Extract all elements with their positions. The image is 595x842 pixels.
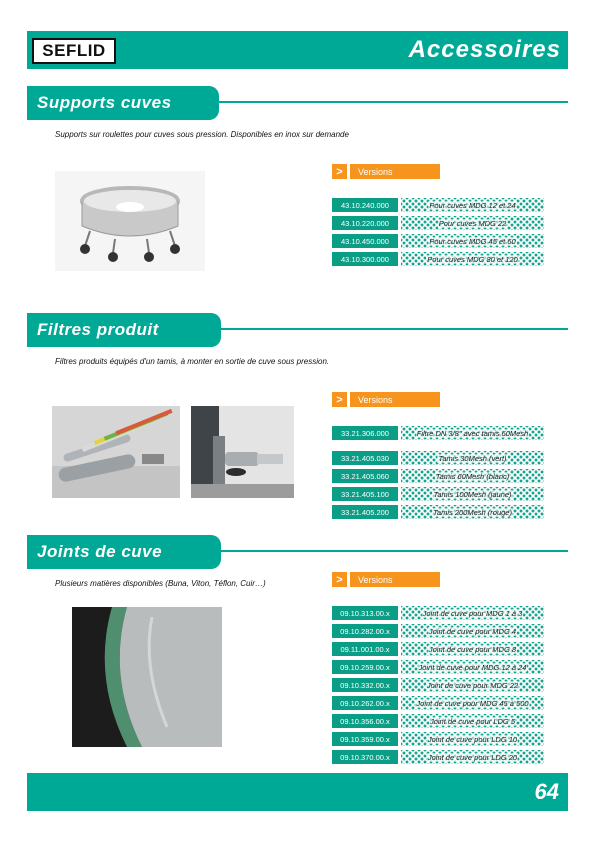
section-rule [200, 101, 568, 103]
product-code: 09.10.370.00.x [332, 750, 398, 764]
product-label-text: Tamis 30Mesh (vert) [438, 453, 507, 463]
product-code: 33.21.405.060 [332, 469, 398, 483]
section-title-joints: Joints de cuve [27, 535, 221, 569]
product-code: 33.21.405.100 [332, 487, 398, 501]
table-row [332, 624, 544, 638]
versions-header [332, 572, 440, 587]
product-label [401, 487, 544, 501]
product-label-text: Pour cuves MDG 12 et 24 [429, 200, 516, 210]
product-code: 09.11.001.00.x [332, 642, 398, 656]
product-code: 09.10.262.00.x [332, 696, 398, 710]
table-row [332, 234, 544, 248]
product-label [401, 696, 544, 710]
section-rule [200, 328, 568, 330]
photo-filtre-monte [191, 406, 294, 498]
section-description: Filtres produits équipés d'un tamis, à monter en sortie de cuve sous pression. [55, 357, 330, 366]
product-label [401, 732, 544, 746]
product-code: 43.10.300.000 [332, 252, 398, 266]
table-row [332, 426, 544, 440]
section-description: Plusieurs matières disponibles (Buna, Viton, Téflon, Cuir…) [55, 579, 266, 588]
table-row [332, 451, 544, 465]
product-label-text: Joint de cuve pour MDG 22 [426, 680, 519, 690]
table-row [332, 642, 544, 656]
product-label-text: Pour cuves MDG 45 et 60 [429, 236, 516, 246]
product-code: 43.10.450.000 [332, 234, 398, 248]
product-label [401, 234, 544, 248]
versions-label: Versions [350, 572, 440, 587]
page-title: Accessoires [408, 36, 561, 63]
brand-logo: SEFLID [32, 38, 116, 64]
product-label-text: Joint de cuve pour LDG 10 [427, 734, 518, 744]
product-code: 33.21.405.200 [332, 505, 398, 519]
product-label-text: Joint de cuve pour LDG 20 [427, 752, 518, 762]
arrow-icon: > [332, 164, 347, 179]
product-label [401, 469, 544, 483]
versions-label: Versions [350, 392, 440, 407]
versions-header [332, 164, 440, 179]
product-label-text: Joint de cuve pour MDG 1 à 3 [422, 608, 523, 618]
table-row [332, 750, 544, 764]
product-label [401, 642, 544, 656]
table-row [332, 505, 544, 519]
arrow-icon: > [332, 572, 347, 587]
product-label-text: Pour cuves MDG 80 et 120 [427, 254, 518, 264]
footer-bar [27, 773, 568, 811]
table-row [332, 487, 544, 501]
versions-label: Versions [350, 164, 440, 179]
photo-support-cuve [55, 171, 205, 271]
table-row [332, 469, 544, 483]
product-label [401, 660, 544, 674]
section-title-filtres: Filtres produit [27, 313, 221, 347]
section-title-supports: Supports cuves [27, 86, 219, 120]
product-label [401, 606, 544, 620]
product-code: 33.21.405.030 [332, 451, 398, 465]
product-label-text: Pour cuves MDG 22 [438, 218, 507, 228]
section-rule [200, 550, 568, 552]
table-row [332, 198, 544, 212]
table-row [332, 732, 544, 746]
product-label-text: Tamis 60Mesh (blanc) [435, 471, 510, 481]
product-label [401, 678, 544, 692]
product-label-text: Filtre DN 3/8" avec tamis 60Mesh [416, 428, 529, 438]
product-code: 33.21.306.000 [332, 426, 398, 440]
product-label [401, 505, 544, 519]
product-label-text: Joint de cuve pour MDG 4 [428, 626, 517, 636]
product-label [401, 216, 544, 230]
product-code: 09.10.356.00.x [332, 714, 398, 728]
photo-joint-cuve [72, 607, 222, 747]
product-label [401, 198, 544, 212]
page-number: 64 [534, 779, 559, 804]
product-label-text: Joint de cuve pour MDG 8 [428, 644, 517, 654]
product-label [401, 750, 544, 764]
table-row [332, 660, 544, 674]
product-label [401, 624, 544, 638]
section-description: Supports sur roulettes pour cuves sous pression. Disponibles en inox sur demande [55, 130, 349, 139]
versions-header [332, 392, 440, 407]
product-label [401, 451, 544, 465]
product-code: 43.10.240.000 [332, 198, 398, 212]
table-row [332, 252, 544, 266]
photo-filtres [52, 406, 180, 498]
product-label-text: Joint de cuve pour LDG 5 [429, 716, 516, 726]
product-label-text: Tamis 200Mesh (rouge) [433, 507, 512, 517]
table-row [332, 216, 544, 230]
product-code: 09.10.313.00.x [332, 606, 398, 620]
product-label [401, 426, 544, 440]
product-code: 09.10.332.00.x [332, 678, 398, 692]
product-code: 09.10.259.00.x [332, 660, 398, 674]
product-label-text: Joint de cuve pour MDG 12 à 24 [418, 662, 527, 672]
table-row [332, 696, 544, 710]
product-label [401, 714, 544, 728]
table-row [332, 678, 544, 692]
arrow-icon: > [332, 392, 347, 407]
table-row [332, 714, 544, 728]
product-label [401, 252, 544, 266]
product-code: 09.10.282.00.x [332, 624, 398, 638]
table-row [332, 606, 544, 620]
product-label-text: Tamis 100Mesh (jaune) [433, 489, 512, 499]
product-code: 43.10.220.000 [332, 216, 398, 230]
product-code: 09.10.359.00.x [332, 732, 398, 746]
product-label-text: Joint de cuve pour MDG 45 à 500 [416, 698, 529, 708]
